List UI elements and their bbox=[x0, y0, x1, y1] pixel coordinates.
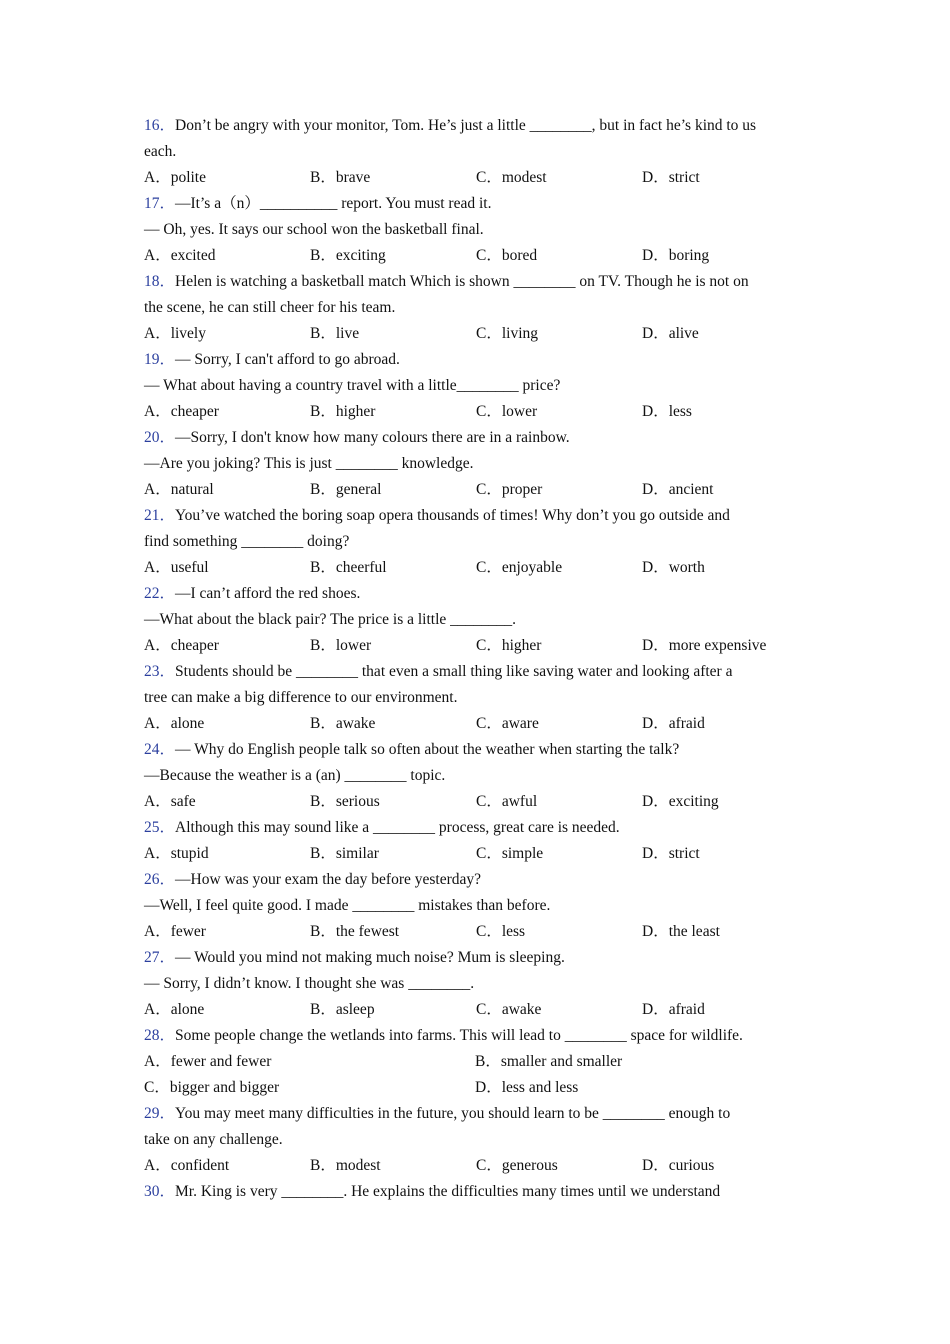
answer-option[interactable]: C．bigger and bigger bbox=[144, 1079, 280, 1096]
question-text: Students should be ________ that even a small thing like saving water and looking after a bbox=[175, 663, 733, 680]
answer-options bbox=[144, 165, 814, 191]
question-continuation bbox=[144, 451, 814, 477]
answer-option[interactable]: D．more expensive bbox=[642, 637, 767, 654]
answer-option[interactable]: B．lower bbox=[310, 637, 372, 654]
exam-document bbox=[144, 113, 814, 1205]
question-stem bbox=[144, 191, 814, 217]
answer-option[interactable]: C．awful bbox=[476, 793, 538, 810]
question-text: —I can’t afford the red shoes. bbox=[175, 585, 361, 602]
answer-option[interactable]: A．cheaper bbox=[144, 637, 219, 654]
answer-option[interactable]: B．similar bbox=[310, 845, 379, 862]
question-text: —Well, I feel quite good. I made ________ mistakes than before. bbox=[144, 897, 551, 914]
answer-options bbox=[144, 555, 814, 581]
answer-options bbox=[144, 1049, 814, 1101]
answer-option[interactable]: A．polite bbox=[144, 169, 206, 186]
question-25 bbox=[144, 815, 814, 867]
question-number: 16． bbox=[144, 117, 176, 134]
question-continuation bbox=[144, 1127, 814, 1153]
question-stem bbox=[144, 1101, 814, 1127]
question-number: 23． bbox=[144, 663, 176, 680]
answer-option[interactable]: C．enjoyable bbox=[476, 559, 563, 576]
answer-options bbox=[144, 1153, 814, 1179]
question-number: 18． bbox=[144, 273, 176, 290]
answer-option[interactable]: C．proper bbox=[476, 481, 543, 498]
question-number: 30． bbox=[144, 1183, 176, 1200]
answer-option[interactable]: A．safe bbox=[144, 793, 196, 810]
question-continuation bbox=[144, 763, 814, 789]
question-21 bbox=[144, 503, 814, 581]
question-stem bbox=[144, 815, 814, 841]
answer-option[interactable]: B．modest bbox=[310, 1157, 381, 1174]
question-stem bbox=[144, 347, 814, 373]
question-number: 27． bbox=[144, 949, 176, 966]
question-text: tree can make a big difference to our environment. bbox=[144, 689, 458, 706]
question-22 bbox=[144, 581, 814, 659]
question-text: each. bbox=[144, 143, 177, 160]
question-text: — Oh, yes. It says our school won the basketball final. bbox=[144, 221, 484, 238]
question-18 bbox=[144, 269, 814, 347]
question-number: 17． bbox=[144, 195, 176, 212]
answer-options bbox=[144, 321, 814, 347]
answer-options bbox=[144, 477, 814, 503]
answer-option[interactable]: B．cheerful bbox=[310, 559, 387, 576]
answer-option[interactable]: D．afraid bbox=[642, 715, 705, 732]
question-24 bbox=[144, 737, 814, 815]
answer-option[interactable]: B．exciting bbox=[310, 247, 386, 264]
question-number: 22． bbox=[144, 585, 176, 602]
answer-option[interactable]: A．natural bbox=[144, 481, 214, 498]
question-text: — What about having a country travel with a little________ price? bbox=[144, 377, 561, 394]
answer-option[interactable]: D．boring bbox=[642, 247, 710, 264]
question-stem bbox=[144, 581, 814, 607]
question-text: —How was your exam the day before yesterday? bbox=[175, 871, 482, 888]
answer-option[interactable]: D．the least bbox=[642, 923, 720, 940]
answer-option[interactable]: A．alone bbox=[144, 715, 205, 732]
question-continuation bbox=[144, 217, 814, 243]
question-number: 24． bbox=[144, 741, 176, 758]
question-continuation bbox=[144, 685, 814, 711]
question-text: You may meet many difficulties in the future, you should learn to be ________ enough to bbox=[175, 1105, 731, 1122]
question-text: the scene, he can still cheer for his team. bbox=[144, 299, 396, 316]
answer-option[interactable]: C．simple bbox=[476, 845, 544, 862]
answer-options bbox=[144, 711, 814, 737]
question-text: — Why do English people talk so often about the weather when starting the talk? bbox=[175, 741, 680, 758]
question-text: —What about the black pair? The price is a little ________. bbox=[144, 611, 517, 628]
question-text: —Are you joking? This is just ________ knowledge. bbox=[144, 455, 474, 472]
answer-option[interactable]: D．worth bbox=[642, 559, 705, 576]
answer-option[interactable]: B．higher bbox=[310, 403, 376, 420]
question-stem bbox=[144, 113, 814, 139]
question-text: —It’s a（n）__________ report. You must read it. bbox=[175, 195, 492, 212]
answer-option[interactable]: D．alive bbox=[642, 325, 699, 342]
answer-option[interactable]: D．exciting bbox=[642, 793, 719, 810]
question-continuation bbox=[144, 971, 814, 997]
question-text: — Sorry, I can't afford to go abroad. bbox=[175, 351, 400, 368]
question-19 bbox=[144, 347, 814, 425]
question-text: find something ________ doing? bbox=[144, 533, 350, 550]
question-number: 19． bbox=[144, 351, 176, 368]
question-text: — Sorry, I didn’t know. I thought she was ________. bbox=[144, 975, 475, 992]
question-stem bbox=[144, 1023, 814, 1049]
question-17 bbox=[144, 191, 814, 269]
question-text: Although this may sound like a ________ process, great care is needed. bbox=[175, 819, 620, 836]
answer-options bbox=[144, 243, 814, 269]
question-stem bbox=[144, 425, 814, 451]
answer-option[interactable]: A．fewer and fewer bbox=[144, 1053, 272, 1070]
answer-option[interactable]: C．modest bbox=[476, 169, 547, 186]
question-continuation bbox=[144, 893, 814, 919]
answer-options bbox=[144, 399, 814, 425]
question-stem bbox=[144, 659, 814, 685]
answer-option[interactable]: B．brave bbox=[310, 169, 371, 186]
answer-option[interactable]: B．the fewest bbox=[310, 923, 400, 940]
question-number: 26． bbox=[144, 871, 176, 888]
answer-option[interactable]: B．awake bbox=[310, 715, 376, 732]
question-stem bbox=[144, 503, 814, 529]
answer-option[interactable]: B．smaller and smaller bbox=[475, 1053, 623, 1070]
question-text: —Because the weather is a (an) ________ topic. bbox=[144, 767, 446, 784]
answer-option[interactable]: A．confident bbox=[144, 1157, 230, 1174]
answer-option[interactable]: B．live bbox=[310, 325, 360, 342]
answer-option[interactable]: A．fewer bbox=[144, 923, 206, 940]
question-text: Some people change the wetlands into farms. This will lead to ________ space for wildlife. bbox=[175, 1027, 743, 1044]
answer-option[interactable]: C．living bbox=[476, 325, 539, 342]
question-stem bbox=[144, 737, 814, 763]
question-text: take on any challenge. bbox=[144, 1131, 283, 1148]
question-16 bbox=[144, 113, 814, 191]
answer-option[interactable]: D．strict bbox=[642, 845, 700, 862]
answer-option[interactable]: C．aware bbox=[476, 715, 539, 732]
answer-options bbox=[144, 919, 814, 945]
question-27 bbox=[144, 945, 814, 1023]
answer-option[interactable]: C．generous bbox=[476, 1157, 558, 1174]
question-continuation bbox=[144, 607, 814, 633]
question-stem bbox=[144, 945, 814, 971]
question-text: Helen is watching a basketball match Which is shown ________ on TV. Though he is not on bbox=[175, 273, 749, 290]
question-stem bbox=[144, 1179, 814, 1205]
question-text: Mr. King is very ________. He explains the difficulties many times until we understand bbox=[175, 1183, 721, 1200]
question-stem bbox=[144, 269, 814, 295]
question-23 bbox=[144, 659, 814, 737]
question-number: 28． bbox=[144, 1027, 176, 1044]
answer-options bbox=[144, 789, 814, 815]
answer-options bbox=[144, 633, 814, 659]
question-26 bbox=[144, 867, 814, 945]
question-number: 21． bbox=[144, 507, 176, 524]
answer-option[interactable]: D．afraid bbox=[642, 1001, 705, 1018]
answer-option[interactable]: D．ancient bbox=[642, 481, 714, 498]
question-continuation bbox=[144, 139, 814, 165]
answer-option[interactable]: B．serious bbox=[310, 793, 380, 810]
answer-option[interactable]: D．less bbox=[642, 403, 692, 420]
answer-option[interactable]: A．alone bbox=[144, 1001, 205, 1018]
answer-option[interactable]: C．bored bbox=[476, 247, 538, 264]
answer-option[interactable]: C．higher bbox=[476, 637, 542, 654]
question-number: 29． bbox=[144, 1105, 176, 1122]
answer-option[interactable]: D．strict bbox=[642, 169, 700, 186]
question-text: —Sorry, I don't know how many colours there are in a rainbow. bbox=[175, 429, 570, 446]
question-20 bbox=[144, 425, 814, 503]
answer-option[interactable]: C．less bbox=[476, 923, 526, 940]
answer-option[interactable]: A．excited bbox=[144, 247, 216, 264]
answer-option[interactable]: A．stupid bbox=[144, 845, 209, 862]
question-stem bbox=[144, 867, 814, 893]
question-text: You’ve watched the boring soap opera thousands of times! Why don’t you go outside and bbox=[175, 507, 730, 524]
question-number: 25． bbox=[144, 819, 176, 836]
question-text: — Would you mind not making much noise? Mum is sleeping. bbox=[175, 949, 565, 966]
answer-option[interactable]: A．lively bbox=[144, 325, 206, 342]
answer-option[interactable]: B．general bbox=[310, 481, 382, 498]
answer-option[interactable]: C．awake bbox=[476, 1001, 542, 1018]
question-number: 20． bbox=[144, 429, 176, 446]
answer-option[interactable]: D．less and less bbox=[475, 1079, 579, 1096]
answer-option[interactable]: C．lower bbox=[476, 403, 538, 420]
answer-option[interactable]: B．asleep bbox=[310, 1001, 375, 1018]
answer-option[interactable]: A．useful bbox=[144, 559, 209, 576]
answer-options bbox=[144, 841, 814, 867]
question-continuation bbox=[144, 373, 814, 399]
answer-option[interactable]: A．cheaper bbox=[144, 403, 219, 420]
question-30 bbox=[144, 1179, 814, 1205]
question-text: Don’t be angry with your monitor, Tom. He’s just a little ________, but in fact he’s kind to us bbox=[175, 117, 757, 134]
question-28 bbox=[144, 1023, 814, 1101]
answer-options bbox=[144, 997, 814, 1023]
question-continuation bbox=[144, 295, 814, 321]
question-29 bbox=[144, 1101, 814, 1179]
question-continuation bbox=[144, 529, 814, 555]
answer-option[interactable]: D．curious bbox=[642, 1157, 715, 1174]
